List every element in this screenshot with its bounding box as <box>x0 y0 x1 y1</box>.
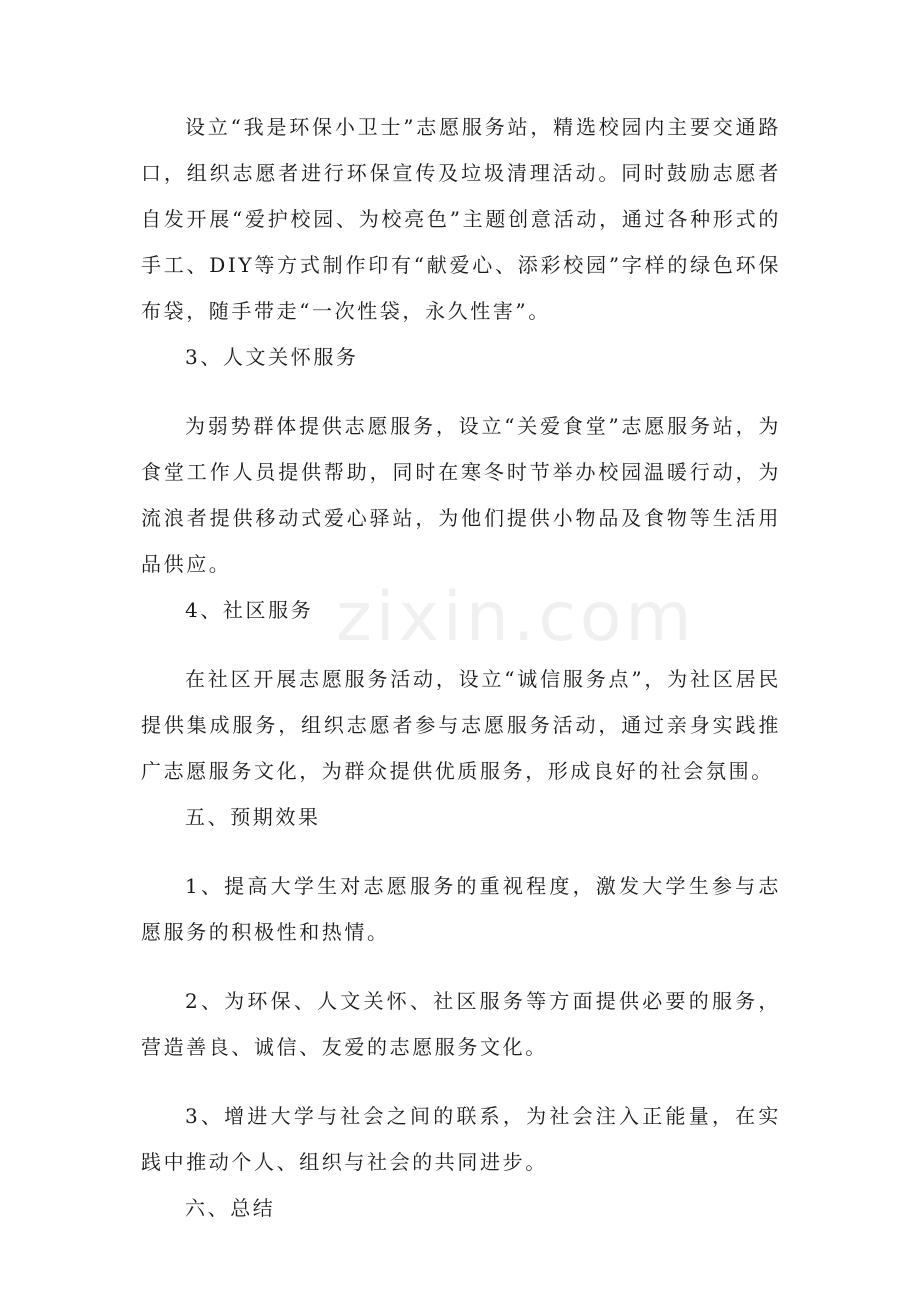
watermark-text: zixin.com <box>336 578 696 657</box>
paragraph-effect-1: 1、提高大学生对志愿服务的重视程度，激发大学生参与志愿服务的积极性和热情。 <box>141 874 781 944</box>
section-heading-community-service: 4、社区服务 <box>185 598 314 622</box>
paragraph-effect-3: 3、增进大学与社会之间的联系，为社会注入正能量，在实践中推动个人、组织与社会的共同进步。 <box>141 1104 781 1174</box>
paragraph-humanistic-care: 为弱势群体提供志愿服务，设立“关爱食堂”志愿服务站，为食堂工作人员提供帮助，同时在寒冬时节举办校园温暖行动，为流浪者提供移动式爱心驿站，为他们提供小物品及食物等生活用品供应。 <box>141 414 781 576</box>
document-body <box>141 104 781 1231</box>
paragraph-community-service: 在社区开展志愿服务活动，设立“诚信服务点”，为社区居民提供集成服务，组织志愿者参与志愿服务活动，通过亲身实践推广志愿服务文化，为群众提供优质服务，形成良好的社会氛围。 <box>141 667 781 783</box>
section-heading-humanistic-care: 3、人文关怀服务 <box>185 345 359 369</box>
paragraph-environmental-station: 设立“我是环保小卫士”志愿服务站，精选校园内主要交通路口，组织志愿者进行环保宣传及垃圾清理活动。同时鼓励志愿者自发开展“爱护校园、为校亮色”主题创意活动，通过各种形式的手工、DIY等方式制作印有“献爱心、添彩校园”字样的绿色环保布袋，随手带走“一次性袋，永久性害”。 <box>141 115 781 323</box>
section-heading-expected-effects: 五、预期效果 <box>185 805 321 829</box>
paragraph-effect-2: 2、为环保、人文关怀、社区服务等方面提供必要的服务，营造善良、诚信、友爱的志愿服务文化。 <box>141 989 781 1059</box>
section-heading-summary: 六、总结 <box>185 1196 276 1220</box>
